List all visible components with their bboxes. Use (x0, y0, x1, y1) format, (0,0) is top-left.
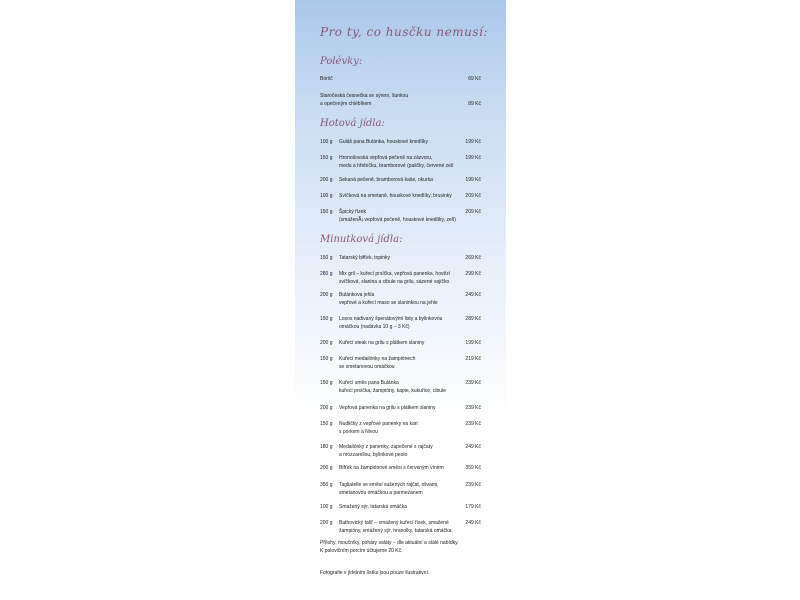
item-price: 249 Kč (465, 292, 481, 298)
item-qty: 180 g (320, 444, 333, 450)
item-qty: 350 g (320, 482, 333, 488)
page-title: Pro ty, co husčku nemusí: (320, 25, 488, 39)
item-qty: 200 g (320, 465, 333, 471)
item-price: 69 Kč (468, 76, 481, 82)
item-qty: 150 g (320, 356, 333, 362)
sides-note (320, 539, 470, 555)
item-name: Vepřová panenka na grilu s plátkem slaniny (339, 405, 436, 411)
item-price: 269 Kč (465, 255, 481, 261)
item-name (339, 481, 457, 497)
item-qty: 150 g (320, 380, 333, 386)
item-price: 299 Kč (465, 271, 481, 277)
item-qty: 200 g (320, 292, 333, 298)
item-qty: 200 g (320, 405, 333, 411)
item-qty: 150 g (320, 209, 333, 215)
item-qty: 200 g (320, 520, 333, 526)
item-price: 199 Kč (465, 139, 481, 145)
item-name (339, 355, 457, 371)
item-name-line2: (smaženÃ¡ vepřová pečeně, houskové knedlíky, zelí) (339, 217, 456, 223)
item-qty: 280 g (320, 271, 333, 277)
section-title-ready-meals: Hotová jídla: (320, 118, 385, 129)
item-name (339, 379, 457, 395)
item-price: 209 Kč (465, 209, 481, 215)
item-price: 199 Kč (465, 177, 481, 183)
item-price: 239 Kč (465, 405, 481, 411)
item-qty: 100 g (320, 193, 333, 199)
item-name-line2: kuřecí prsíčka, žampióny, kapie, kukuřice, cibule (339, 388, 446, 394)
photo-disclaimer: Fotografie v jídelním lístku jsou pouze ilustrativní. (320, 570, 430, 576)
item-qty: 150 g (320, 316, 333, 322)
item-name-line2: se smetanovou omáčkou (339, 364, 395, 370)
item-name (339, 443, 457, 459)
item-name (339, 519, 457, 535)
item-name: Svíčková na smetaně, houskové knedlíky, brusinky (339, 193, 452, 199)
item-price: 199 Kč (465, 155, 481, 161)
item-price: 289 Kč (465, 316, 481, 322)
item-qty: 100 g (320, 504, 333, 510)
item-qty: 100 g (320, 139, 333, 145)
item-name-line1: Medailónky z panenky, zapečené s rajčaty (339, 444, 433, 450)
item-name: Boršč (320, 76, 333, 82)
item-name (339, 270, 457, 286)
item-name (339, 315, 457, 331)
item-name-line1: Bulánkova jehla (339, 292, 375, 298)
item-name (320, 92, 458, 108)
item-name-line1: Nudličky z vepřové panenky na kari (339, 421, 418, 427)
item-price: 179 Kč (465, 504, 481, 510)
item-name-line1: Hronošovská vepřová pečeně na zázvoru, (339, 155, 433, 161)
item-price: 249 Kč (465, 520, 481, 526)
item-qty: 150 g (320, 155, 333, 161)
item-name (339, 291, 457, 307)
item-name-line2: a mozzarellou, bylinkové pesto (339, 452, 408, 458)
section-title-soups: Polévky: (320, 56, 363, 67)
item-name-line1: Mix gril – kuřecí prsíčka, vepřová panenka, hovězí (339, 271, 451, 277)
sides-note-line2: K polovičním porcím účtujeme 20 Kč. (320, 548, 403, 554)
item-price: 199 Kč (465, 340, 481, 346)
item-qty: 200 g (320, 177, 333, 183)
item-price: 249 Kč (465, 444, 481, 450)
item-name: Bifťek na žampiónové směsi s červeným vínem (339, 465, 444, 471)
item-name-line2: s pórkem a Nivou (339, 429, 378, 435)
section-title-minute-meals: Minutková jídla: (320, 234, 403, 245)
item-qty: 150 g (320, 421, 333, 427)
item-name-line1: Tagliatelle se směsí sušených rajčat, olivami, (339, 482, 439, 488)
item-price: 219 Kč (465, 356, 481, 362)
item-price: 239 Kč (465, 482, 481, 488)
menu-page (295, 0, 506, 600)
item-name-line2: medu a hřebíčku, bramborové (paličky, červené zelí (339, 163, 454, 169)
item-name (339, 420, 457, 436)
item-name-line2: žampióny, smažený sýr, hranolky, tatarská omáčka (339, 528, 452, 534)
item-name: Kuřecí steak na grilu s plátkem slaniny (339, 340, 425, 346)
item-name-line1: Bathovický talíř – smažený kuřecí řízek, smažené (339, 520, 449, 526)
item-name-line2: a opečeným chlébíkem (320, 101, 372, 107)
item-price: 359 Kč (465, 465, 481, 471)
item-name-line1: Staročeská česnečka se sýrem, šunkou (320, 93, 409, 99)
item-name: Tatarský bifťek, topinky (339, 255, 391, 261)
item-name-line1: Losos nadivaný špenátovými listy a bylinkovou (339, 316, 443, 322)
item-name (339, 208, 457, 224)
item-price: 209 Kč (465, 193, 481, 199)
item-qty: 150 g (320, 255, 333, 261)
item-name (339, 154, 457, 170)
item-name: Sekaná pečeně, bramborová kaše, okurka (339, 177, 433, 183)
item-name-line2: smetanovou omáčkou a parmezánem (339, 490, 423, 496)
item-name: Smažený sýr, tatarská omáčka (339, 504, 408, 510)
item-name-line2: omáčkou (nadávka 10 g – 3 Kč) (339, 324, 410, 330)
item-name-line1: Kuřecí medailónky na žampiónech (339, 356, 416, 362)
item-price: 239 Kč (465, 380, 481, 386)
item-name-line1: Kuřecí směs pana Bulánka (339, 380, 399, 386)
item-name: Guláš pana Bulánka, houskové knedlíky (339, 139, 428, 145)
item-price: 89 Kč (468, 101, 481, 107)
item-price: 239 Kč (465, 421, 481, 427)
item-name-line1: Špický řízek (339, 209, 366, 215)
sides-note-line1: Přílohy, moučníky, poháry saláty – dle aktuální a stálé nabídky. (320, 540, 459, 546)
item-name-line2: vepřové a kuřecí maso se slaninkou na jehle (339, 300, 438, 306)
item-qty: 200 g (320, 340, 333, 346)
item-name-line2: svíčková, slanina a cibule na grilu, sázené vajíčko (339, 279, 450, 285)
